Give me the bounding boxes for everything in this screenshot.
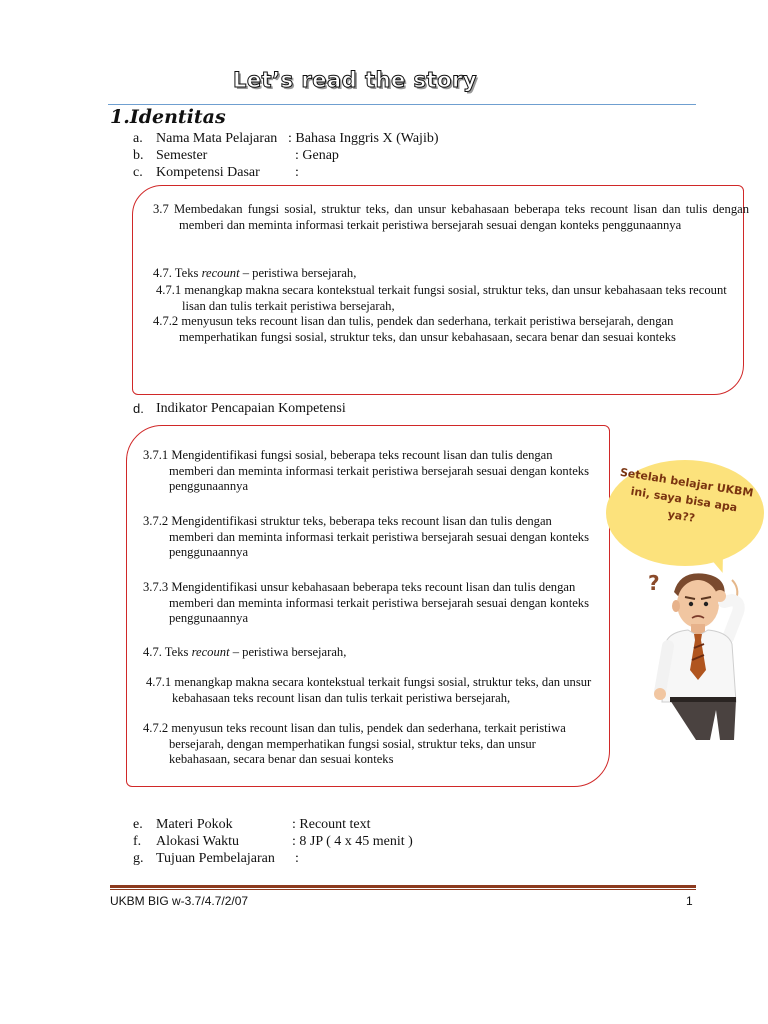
row-label: d. — [133, 401, 144, 416]
footer-code: UKBM BIG w-3.7/4.7/2/07 — [110, 894, 249, 908]
row-label: g. — [133, 851, 144, 866]
row-label: f. — [133, 834, 142, 849]
ipk-4-7-suffix: – peristiwa bersejarah, — [229, 645, 347, 659]
ipk-4-7 — [143, 645, 573, 661]
ipk-3-7-2: 3.7.2 Mengidentifikasi struktur teks, beberapa teks recount lisan dan tulis dengan memberi dan meminta informasi terkait peristiwa bersejarah sesuai dengan konteks penggunaannya — [143, 514, 590, 559]
page-heading: Let’s read the story — [232, 68, 478, 92]
speech-bubble-text: Setelah belajar UKBM ini, saya bisa apa ya?? — [619, 465, 755, 525]
page-number: 1 — [686, 894, 693, 908]
row-key: Indikator Pencapaian Kompetensi — [156, 401, 346, 416]
ipk-4-7-emphasis: recount — [191, 645, 230, 659]
indikator-box — [126, 425, 610, 787]
thinking-man-illustration — [640, 560, 766, 740]
kd-4-7-prefix: 4.7. Teks — [153, 266, 202, 280]
ipk-4-7-prefix: 4.7. Teks — [143, 645, 192, 659]
row-value: : Genap — [295, 148, 339, 163]
row-label: c. — [133, 165, 143, 180]
row-value: : 8 JP ( 4 x 45 menit ) — [292, 834, 413, 849]
row-value: : — [295, 851, 299, 866]
row-value: : Recount text — [292, 817, 371, 832]
kd-3-7: 3.7 Membedakan fungsi sosial, struktur teks, dan unsur kebahasaan beberapa teks recount lisan dan tulis dengan memberi dan meminta informasi terkait peristiwa bersejarah sesuai dengan konteks penggunaannya — [153, 202, 749, 232]
ipk-3-7-1: 3.7.1 Mengidentifikasi fungsi sosial, beberapa teks recount lisan dan tulis dengan memberi dan meminta informasi terkait peristiwa bersejarah sesuai dengan konteks penggunaannya — [143, 448, 590, 493]
row-value: : — [295, 165, 299, 180]
kd-4-7-1: 4.7.1 menangkap makna secara kontekstual terkait fungsi sosial, struktur teks, dan unsur kebahasaan teks recount lisan dan tulis terkait peristiwa bersejarah, — [156, 283, 727, 313]
section-title: 1.Identitas — [110, 106, 226, 128]
kd-4-7-suffix: – peristiwa bersejarah, — [239, 266, 357, 280]
row-label: b. — [133, 148, 144, 163]
kd-4-7 — [153, 266, 723, 282]
identity-row-semester — [133, 148, 693, 164]
row-key: Tujuan Pembelajaran — [156, 851, 275, 866]
question-mark-icon: ? — [648, 571, 660, 595]
row-key: Alokasi Waktu — [156, 834, 239, 849]
ipk-4-7-1: 4.7.1 menangkap makna secara kontekstual terkait fungsi sosial, struktur teks, dan unsur kebahasaan teks recount lisan dan tulis terkait peristiwa bersejarah, — [146, 675, 592, 705]
detail-row-materi — [133, 817, 693, 833]
kompetensi-dasar-box — [132, 185, 749, 395]
row-label: a. — [133, 131, 143, 146]
kd-4-7-emphasis: recount — [201, 266, 240, 280]
footer-divider-thin — [110, 889, 696, 890]
kd-4-7-2: 4.7.2 menyusun teks recount lisan dan tulis, pendek dan sederhana, terkait peristiwa bersejarah, dengan memperhatikan fungsi sosial, struktur teks, dan unsur kebahasaan, secara benar dan sesuai konteks — [153, 314, 676, 344]
row-key: Nama Mata Pelajaran — [156, 131, 278, 146]
row-label: e. — [133, 817, 143, 832]
row-key: Kompetensi Dasar — [156, 165, 260, 180]
row-key: Materi Pokok — [156, 817, 233, 832]
indicator-heading — [133, 401, 533, 417]
row-key: Semester — [156, 148, 208, 163]
detail-row-tujuan — [133, 851, 693, 867]
detail-row-alokasi — [133, 834, 693, 850]
ipk-3-7-3: 3.7.3 Mengidentifikasi unsur kebahasaan beberapa teks recount lisan dan tulis dengan memberi dan meminta informasi terkait peristiwa bersejarah sesuai dengan konteks penggunaannya — [143, 580, 590, 625]
identity-row-subject — [133, 131, 693, 147]
ipk-4-7-2: 4.7.2 menyusun teks recount lisan dan tulis, pendek dan sederhana, terkait peristiwa bersejarah, dengan memperhatikan fungsi sosial, struktur teks, dan unsur kebahasaan, secara benar dan sesuai konteks — [143, 721, 566, 766]
identity-row-kd — [133, 165, 693, 181]
row-value: : Bahasa Inggris X (Wajib) — [288, 131, 439, 146]
footer-divider — [110, 885, 696, 888]
heading-divider — [108, 104, 696, 105]
